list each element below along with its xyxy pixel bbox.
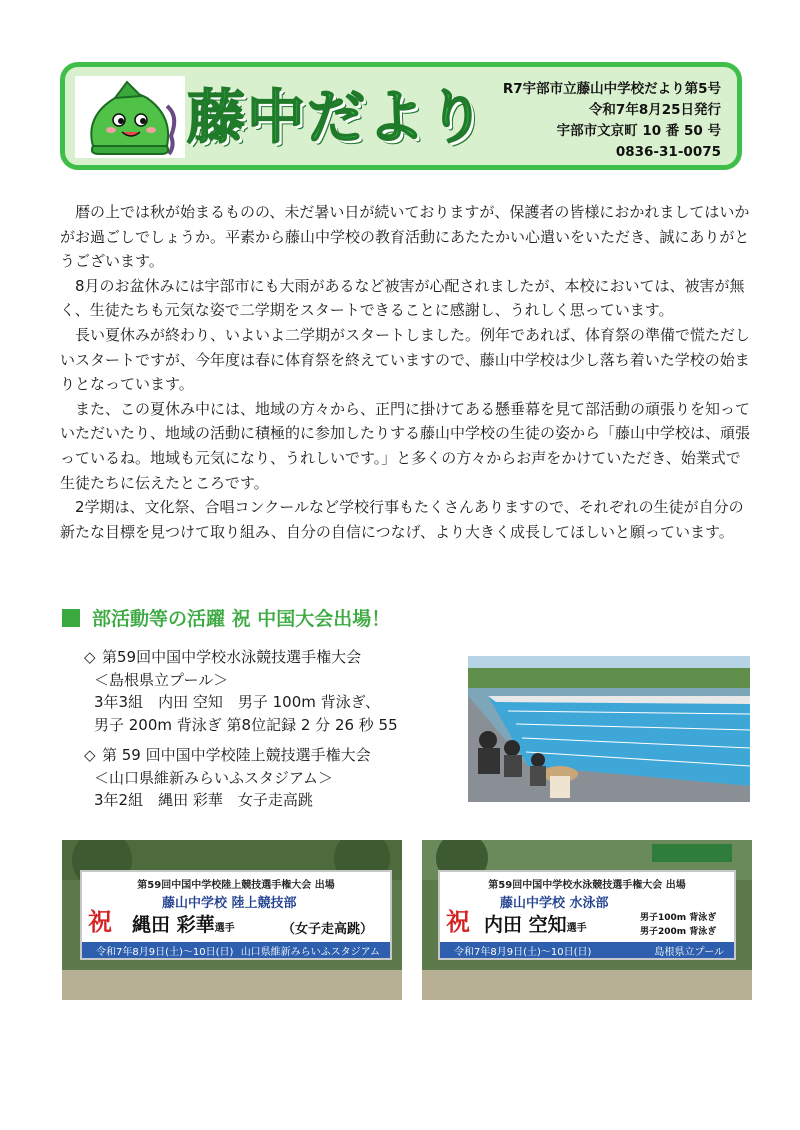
section-heading-text: 部活動等の活躍 祝 中国大会出場！ — [92, 608, 391, 630]
banner-venue: 山口県維新みらいふスタジアム — [240, 947, 380, 958]
event-name: 第 59 回中国中学校陸上競技選手権大会 — [102, 746, 371, 764]
masthead — [60, 62, 742, 170]
square-bullet-icon — [62, 609, 80, 627]
banner-school: 藤山中学校 水泳部 — [500, 896, 609, 911]
event-result: 3年2組 縄田 彩華 女子走高跳 — [94, 791, 313, 809]
banner-suffix: 選手 — [214, 923, 235, 934]
diamond-bullet-icon: ◇ — [84, 648, 96, 666]
banner-celebration: 祝 — [446, 908, 470, 936]
event-result: 3年3組 内田 空知 男子 100m 背泳ぎ、 — [94, 693, 381, 711]
banner-event: 男子200m 背泳ぎ — [640, 927, 717, 937]
mascot-image — [75, 76, 185, 158]
diamond-bullet-icon: ◇ — [84, 746, 96, 764]
paragraph: 8月のお盆休みには宇部市にも大雨があるなど被害が心配されましたが、本校においては、被害が無く、生徒たちも元気な姿で二学期をスタートできることに感謝し、うれしく思っています。 — [60, 276, 745, 320]
banner-celebration: 祝 — [88, 908, 112, 936]
banner-venue: 島根県立プール — [654, 947, 724, 958]
event-name: 第59回中国中学校水泳競技選手権大会 — [102, 648, 362, 666]
event-venue: ＜島根県立プール＞ — [94, 670, 229, 689]
event-item-swimming — [84, 646, 464, 736]
event-result: 男子 200m 背泳ぎ 第8位記録 2 分 26 秒 55 — [94, 715, 398, 734]
banner-suffix: 選手 — [566, 923, 587, 934]
banner-date: 令和7年8月9日(土)〜10日(日) — [454, 947, 592, 958]
banner-athlete — [132, 910, 235, 937]
banner-athlete — [484, 910, 587, 937]
banner-caption: 第59回中国中学校陸上競技選手権大会 出場 — [137, 880, 335, 891]
banner-event: （女子走高跳） — [282, 922, 374, 937]
banner-strip — [440, 942, 734, 958]
banner — [438, 870, 736, 960]
banner-athlete-name: 縄田 彩華 — [132, 914, 215, 936]
issue-number: R7宇部市立藤山中学校だより第5号 — [502, 81, 721, 97]
banner-school: 藤山中学校 陸上競技部 — [162, 896, 297, 911]
greeting-text — [60, 200, 750, 544]
banner-caption: 第59回中国中学校水泳競技選手権大会 出場 — [488, 880, 686, 891]
newsletter-title: 藤中だより — [187, 83, 488, 151]
paragraph: また、この夏休み中には、地域の方々から、正門に掛けてある懸垂幕を見て部活動の頑張りを知っていただいたり、地域の活動に積極的に参加したりする藤山中学校の生徒の姿から「藤山中学校は、頑張っているね。地域も元気になり、うれしいです。」と多くの方々からお声をかけていただき、始業式で生徒たちに伝えたところです。 — [60, 399, 751, 492]
paragraph: 2学期は、文化祭、合唱コンクールなど学校行事もたくさんありますので、それぞれの生徒が自分の新たな目標を見つけて取り組み、自分の自信につなげ、より大きく成長してほしいと願っています。 — [60, 498, 744, 541]
banner-date: 令和7年8月9日(土)〜10日(日) — [96, 947, 234, 958]
banner-photo-athletics — [62, 840, 402, 1000]
event-list — [84, 646, 464, 820]
pool-photo — [468, 656, 750, 802]
banner-strip — [82, 942, 390, 958]
school-address: 宇部市文京町 10 番 50 号 — [556, 123, 721, 139]
banner-photo-swimming — [422, 840, 752, 1000]
section-heading — [62, 604, 390, 634]
paragraph: 暦の上では秋が始まるものの、未だ暑い日が続いておりますが、保護者の皆様におかれましてはいかがお過ごしでしょうか。平素から藤山中学校の教育活動にあたたかい心遣いをいただき、誠にありがとうございます。 — [60, 203, 750, 271]
banner-athlete-name: 内田 空知 — [484, 914, 567, 936]
event-venue: ＜山口県維新みらいふスタジアム＞ — [94, 768, 333, 787]
event-item-athletics — [84, 744, 464, 812]
banner-event: 男子100m 背泳ぎ — [640, 913, 717, 923]
issue-info — [491, 79, 721, 163]
paragraph: 長い夏休みが終わり、いよいよ二学期がスタートしました。例年であれば、体育祭の準備で慌ただしいスタートですが、今年度は春に体育祭を終えていますので、藤山中学校は少し落ち着いた学校の始まりとなっています。 — [60, 325, 751, 394]
school-phone: 0836-31-0075 — [615, 144, 721, 160]
banner — [80, 870, 392, 960]
issue-date: 令和7年8月25日発行 — [588, 102, 721, 118]
